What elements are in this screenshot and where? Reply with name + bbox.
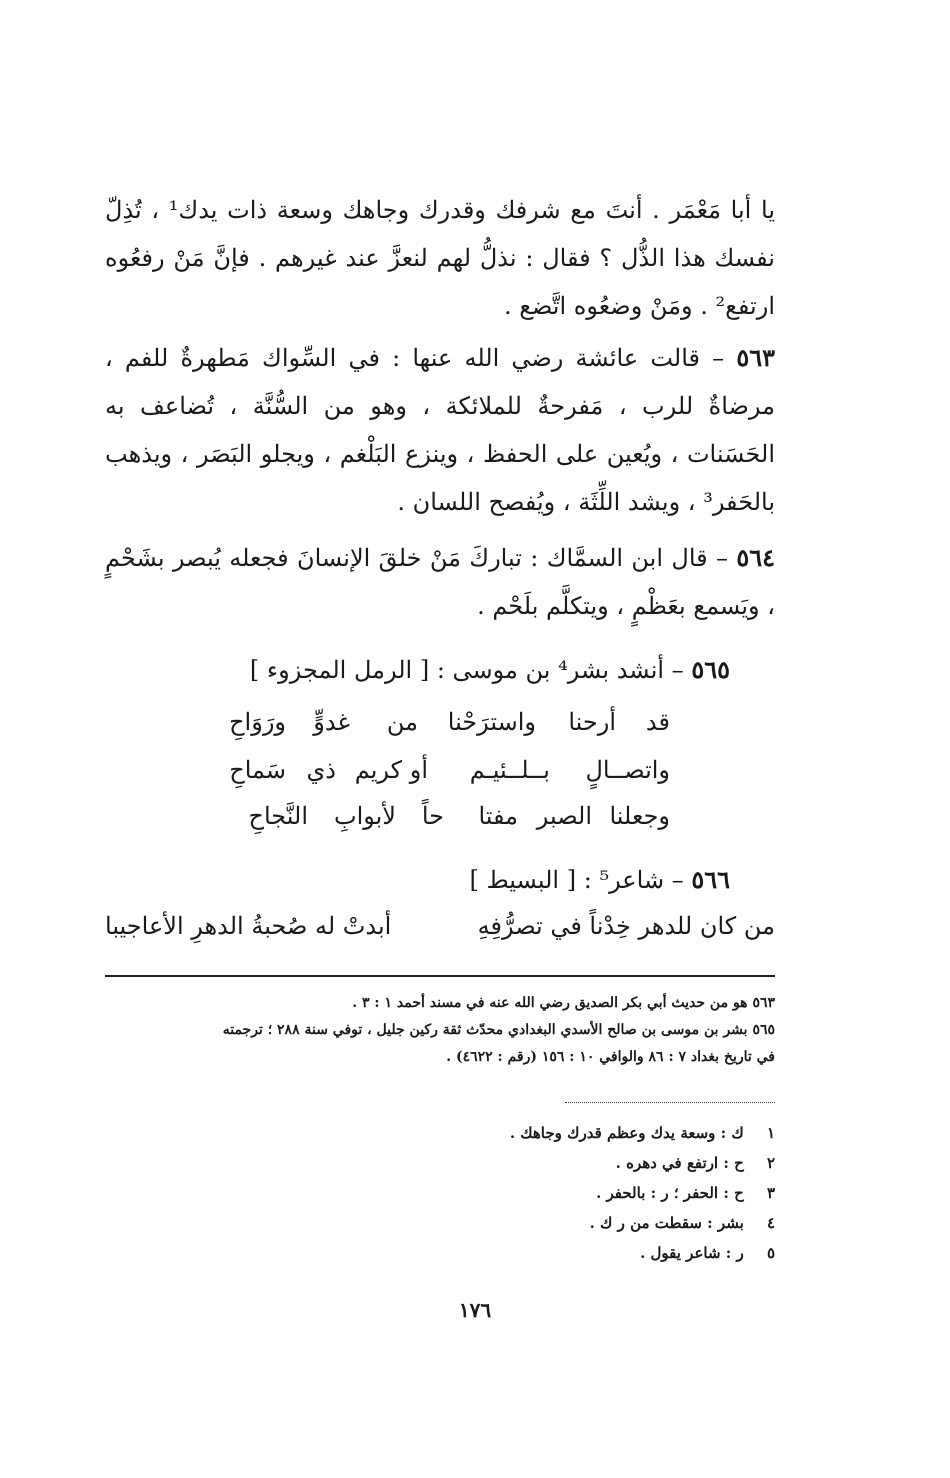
poem-word: مفتا — [478, 802, 518, 830]
paragraph-563 — [105, 334, 775, 526]
intro-text: يا أبا مَعْمَر . أنتَ مع شرفك وقدرك وجاهك وسعة ذات يدك¹ ، تُذِلّ نفسك هذا الذُّل ؟ فقال : نذلُّ لهم لنعزَّ عند غيرهم . فإنَّ مَنْ رفعُوه ارتفع² . ومَنْ وضعُوه اتَّضع . — [105, 196, 775, 320]
poem-word: قد — [645, 708, 670, 736]
poem-word: حاً — [421, 802, 444, 830]
footnote-text: ح : الحفر ؛ ر : بالحفر . — [596, 1184, 744, 1202]
source-text: بشر بن موسى بن صالح الأسدي البغدادي محدّث ثقة ركين جليل ، توفي سنة ٢٨٨ ؛ ترجمته — [222, 1022, 748, 1038]
footnote-3 — [375, 1178, 775, 1208]
poem-word: بــلــئيـم — [469, 756, 550, 784]
source-note-563 — [105, 990, 775, 1017]
footnote-4 — [375, 1208, 775, 1238]
poem-word: سَماحِ — [229, 756, 286, 784]
source-text: في تاريخ بغداد ٧ : ٨٦ والوافي ١٠ : ١٥٦ (رقم : ٤٦٢٢) . — [446, 1049, 775, 1065]
poem-line-3 — [218, 802, 670, 848]
source-text: هو من حديث أبي بكر الصديق رضي الله عنه في مسند أحمد ١ : ٣ . — [352, 995, 748, 1011]
footnote-number: ٤ — [766, 1214, 775, 1232]
footnote-text: ر : شاعر يقول . — [640, 1244, 744, 1262]
footnote-text: ح : ارتفع في دهره . — [615, 1154, 744, 1172]
poem-line-1 — [218, 708, 670, 754]
entry-text: – أنشد بشر⁴ بن موسى : [ الرمل المجزوء ] — [249, 656, 684, 684]
poem-word: أرحنا — [568, 708, 616, 736]
poem-word: ورَوَاحِ — [229, 708, 286, 736]
entry-number: ٥٦٣ — [736, 343, 775, 372]
poem-word: غدوٍّ — [313, 708, 350, 736]
footnote-number: ١ — [766, 1124, 775, 1142]
entry-number: ٥٦٤ — [736, 543, 775, 572]
footnote-number: ٢ — [766, 1154, 775, 1172]
source-number: ٥٦٥ — [752, 1022, 775, 1038]
entry-number: ٥٦٥ — [691, 655, 730, 684]
footnote-text: ك : وسعة يدك وعظم قدرك وجاهك . — [509, 1124, 744, 1142]
poem-word: الصبر — [536, 802, 592, 830]
poem-word: النَّجاحِ — [248, 802, 308, 830]
poem-word: من — [386, 708, 418, 736]
source-note-565-continued — [105, 1044, 775, 1071]
footnote-text: بشر : سقطت من ر ك . — [589, 1214, 744, 1232]
footnote-dotted-divider — [565, 1102, 775, 1103]
poem-line-2 — [218, 756, 670, 802]
paragraph-565-heading — [210, 646, 730, 694]
footnote-number: ٣ — [766, 1184, 775, 1202]
paragraph-564 — [105, 534, 775, 630]
source-number: ٥٦٣ — [752, 995, 775, 1011]
footnote-5 — [375, 1238, 775, 1268]
entry-number: ٥٦٦ — [691, 865, 730, 894]
footnote-number: ٥ — [766, 1244, 775, 1262]
paragraph-566-heading — [210, 856, 730, 904]
verse-line — [105, 912, 775, 958]
verse-second-hemistich: أبدتْ له صُحبةُ الدهرِ الأعاجيبا — [105, 912, 392, 940]
poem-word: واسترَحْنا — [447, 708, 536, 736]
footnote-separator-line — [105, 975, 775, 977]
poem-word: واتصــالٍ — [585, 756, 670, 784]
footnote-1 — [375, 1118, 775, 1148]
poem-word: لأبوابِ — [333, 802, 396, 830]
verse-first-hemistich: من كان للدهر خِدْناً في تصرُّفِهِ — [477, 912, 775, 940]
page-number: ١٧٦ — [458, 1298, 492, 1322]
source-note-565 — [105, 1017, 775, 1044]
poem-word: وجعلنا — [609, 802, 670, 830]
entry-text: – قال ابن السمَّاك : تباركَ مَنْ خلقَ الإنسانَ فجعله يُبصر بشَحْمٍ ، ويَسمع بعَظْمٍ ، ويتكلَّم بلَحْم . — [105, 544, 775, 620]
entry-text: – شاعر⁵ : [ البسيط ] — [469, 866, 684, 894]
entry-text: – قالت عائشة رضي الله عنها : في السِّواك مَطهرةٌ للفم ، مرضاةٌ للرب ، مَفرحةٌ للملائكة ، وهو من السُّنَّة ، تُضاعف به الحَسَنات ، ويُعين على الحفظ ، وينزع البَلْغم ، ويجلو البَصَر ، ويذهب بالحَفر³ ، ويشد اللِّثَة ، ويُفصح اللسان . — [105, 344, 775, 516]
poem-word: ذي — [306, 756, 336, 784]
intro-paragraph — [105, 186, 775, 330]
poem-word: أو كريم — [354, 756, 428, 784]
footnote-2 — [375, 1148, 775, 1178]
